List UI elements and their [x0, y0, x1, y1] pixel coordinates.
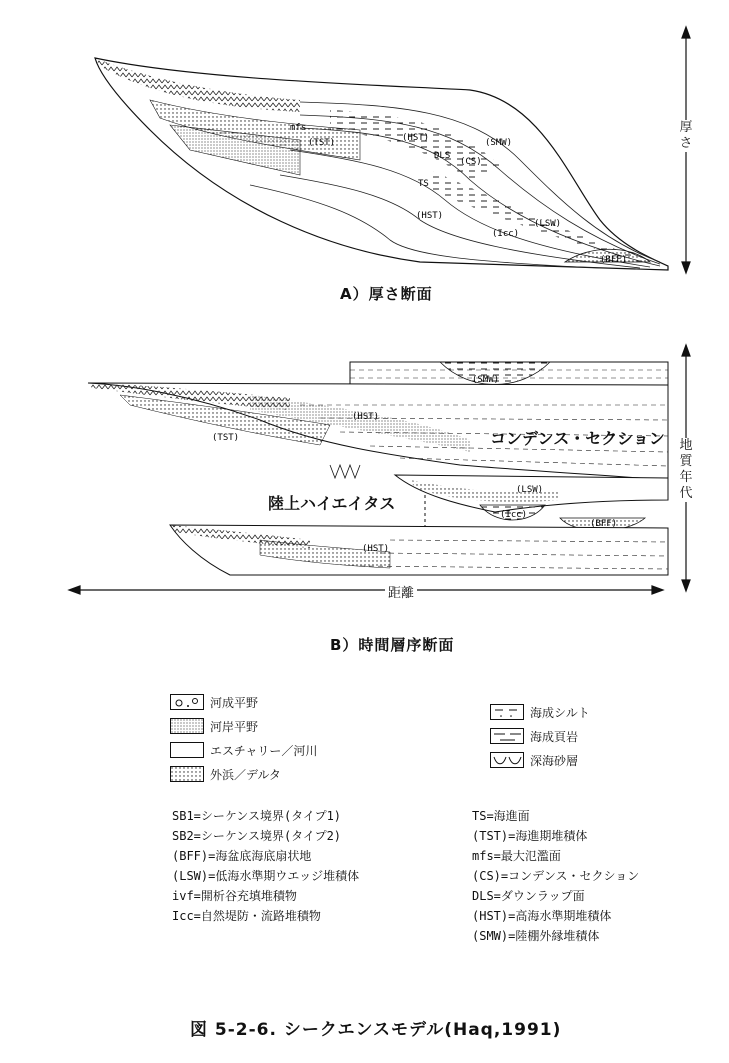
legend-item-fluvial-plain [170, 690, 317, 714]
label-a-smw: (SMW) [485, 138, 513, 148]
abbreviation-item: mfs=最大氾濫面 [472, 849, 561, 863]
label-a-lsw: (LSW) [534, 219, 562, 229]
abbreviations-left [172, 806, 359, 926]
abbreviation-item: Icc=自然堤防・流路堆積物 [172, 909, 321, 923]
label-a-hst2: (HST) [416, 211, 444, 221]
label-b-lsw: (LSW) [516, 485, 544, 495]
legend-item-marine-shale [490, 724, 590, 748]
figure-title: 図 5-2-6. シークエンスモデル(Haq,1991) [190, 1020, 562, 1040]
condensed-section-label: コンデンス・セクション [490, 429, 665, 448]
legend-item-coastal-plain [170, 714, 317, 738]
legend-item-deep-sea-sand [490, 748, 590, 772]
legend-label: エスチャリー／河川 [210, 743, 318, 758]
fluvial-plain-swatch-icon [170, 694, 204, 710]
abbreviation-item: (SMW)=陸棚外縁堆積体 [472, 929, 600, 943]
legend-label: 外浜／デルタ [210, 767, 281, 782]
distance-axis [69, 586, 663, 594]
section-a-cross-section [95, 58, 668, 270]
legend-left [170, 690, 317, 786]
abbreviation-item: (HST)=高海水準期堆積体 [472, 909, 612, 923]
abbreviation-item: (BFF)=海盆底海底扇状地 [172, 849, 312, 863]
section-b-caption: B）時間層序断面 [330, 636, 455, 654]
abbreviation-item: ivf=開析谷充填堆積物 [172, 889, 297, 903]
legend-label: 海成シルト [530, 705, 590, 720]
deep-sea-sand-swatch-icon [490, 752, 524, 768]
estuary-swatch-icon [170, 742, 204, 758]
marine-shale-swatch-icon [490, 728, 524, 744]
shoreface-swatch-icon [170, 766, 204, 782]
abbreviation-item: (LSW)=低海水準期ウエッジ堆積体 [172, 869, 360, 883]
label-a-ts: TS [418, 179, 429, 189]
label-b-hst: (HST) [352, 412, 380, 422]
legend-label: 河成平野 [210, 695, 259, 710]
legend-label: 河岸平野 [210, 719, 259, 734]
marine-silt-swatch-icon [490, 704, 524, 720]
abbreviation-item: TS=海進面 [472, 809, 530, 823]
distance-axis-label: 距離 [385, 582, 417, 601]
label-a-mfs: mfs [290, 123, 307, 133]
label-a-bff: (BFF) [600, 255, 628, 265]
label-b-bff: (BFF) [590, 519, 618, 529]
label-b-smw: (SMW) [472, 375, 500, 385]
label-a-dls: DLS [434, 151, 451, 161]
label-a-icc: (Icc) [492, 229, 520, 239]
label-b-hst2: (HST) [362, 544, 390, 554]
legend-label: 深海砂層 [530, 753, 579, 768]
legend-item-marine-silt [490, 700, 590, 724]
label-b-icc: (Icc) [500, 510, 528, 520]
label-a-tst: (TST) [308, 138, 336, 148]
legend-label: 海成頁岩 [530, 729, 579, 744]
legend-right [490, 700, 590, 772]
abbreviation-item: SB2=シーケンス境界(タイプ2) [172, 829, 342, 843]
label-a-cs: (CS) [460, 157, 482, 167]
section-a-caption: A）厚さ断面 [340, 285, 433, 303]
abbreviation-item: SB1=シーケンス境界(タイプ1) [172, 809, 342, 823]
geologic-time-axis-label: 地質年代 [679, 438, 693, 501]
thickness-axis-label: 厚さ [679, 120, 693, 151]
legend-item-estuary [170, 738, 317, 762]
abbreviation-item: (TST)=海進期堆積体 [472, 829, 588, 843]
coastal-plain-swatch-icon [170, 718, 204, 734]
abbreviation-item: (CS)=コンデンス・セクション [472, 869, 640, 883]
legend-item-shoreface [170, 762, 317, 786]
abbreviation-item: DLS=ダウンラップ面 [472, 889, 585, 903]
label-a-hst: (HST) [402, 133, 430, 143]
label-b-tst: (TST) [212, 433, 240, 443]
subaerial-hiatus-label: 陸上ハイエイタス [268, 494, 396, 513]
abbreviations-right [472, 806, 639, 946]
